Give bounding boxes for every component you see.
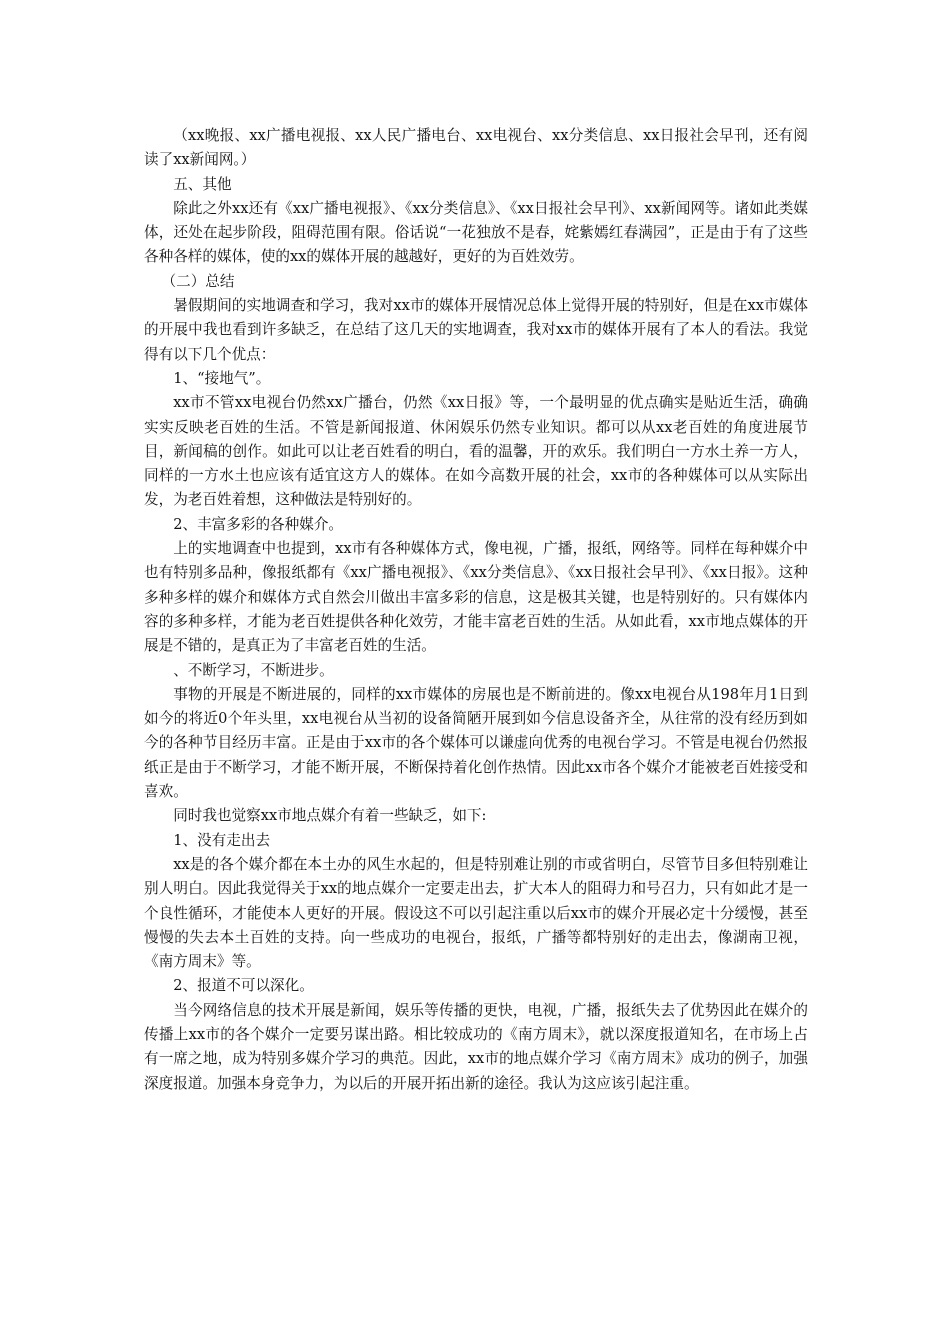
- paragraph-shortcomings-intro: 同时我也觉察xx市地点媒介有着一些缺乏，如下:: [173, 807, 487, 825]
- paragraph-other-media: 除此之外xx还有《xx广播电视报》、《xx分类信息》、《xx日报社会早刊》、xx新闻网等。诸如此类媒体，还处在起步阶段，阻碍范围有限。俗话说“一花独放不是春，姹紫嫣红春满园”，正是由于有了这些各种各样的媒体，使的xx的媒体开展的越越好，更好的为百姓效劳。: [144, 199, 808, 266]
- heading-shortcoming-2: 2、报道不可以深化。: [173, 977, 314, 995]
- heading-advantage-3: 、不断学习，不断进步。: [173, 661, 334, 679]
- heading-shortcoming-1: 1、没有走出去: [173, 831, 271, 849]
- paragraph-media-list: （xx晚报、xx广播电视报、xx人民广播电台、xx电视台、xx分类信息、xx日报社会早刊，还有阅读了xx新闻网。）: [144, 127, 808, 169]
- paragraph-shortcoming-2: 当今网络信息的技术开展是新闻，娱乐等传播的更快，电视，广播，报纸失去了优势因此在媒介的传播上xx市的各个媒介一定要另谋出路。相比较成功的《南方周末》，就以深度报道知名，在市场上占有一席之地，成为特别多媒介学习的典范。因此，xx市的地点媒介学习《南方周末》成功的例子，加强深度报道。加强本身竞争力，为以后的开展开拓出新的途径。我认为这应该引起注重。: [144, 1001, 808, 1092]
- paragraph-summary-intro: 暑假期间的实地调查和学习，我对xx市的媒体开展情况总体上觉得开展的特别好，但是在xx市媒体的开展中我也看到许多缺乏，在总结了这几天的实地调查，我对xx市的媒体开展有了本人的看法。我觉得有以下几个优点：: [144, 297, 808, 363]
- paragraph-shortcoming-1: xx是的各个媒介都在本土办的风生水起的，但是特别难让别的市或省明白，尽管节目多但特别难让别人明白。因此我觉得关于xx的地点媒介一定要走出去，扩大本人的阻碍力和号召力，只有如此才是一个良性循环，才能使本人更好的开展。假设这不可以引起注重以后xx市的媒介开展必定十分缓慢，甚至慢慢的失去本土百姓的支持。向一些成功的电视台，报纸，广播等都特别好的走出去，像湖南卫视，《南方周末》等。: [144, 855, 808, 971]
- paragraph-advantage-1: xx市不管xx电视台仍然xx广播台，仍然《xx日报》等，一个最明显的优点确实是贴近生活，确确实实反映老百姓的生活。不管是新闻报道、休闲娱乐仍然专业知识。都可以从xx老百姓的角度进展节目，新闻稿的创作。如此可以让老百姓看的明白，看的温馨，开的欢乐。我们明白一方水土养一方人，同样的一方水土也应该有适宜这方人的媒体。在如今高数开展的社会，xx市的各种媒体可以从实际出发，为老百姓着想，这种做法是特别好的。: [144, 394, 808, 509]
- heading-summary: （二）总结: [161, 272, 235, 290]
- paragraph-advantage-3: 事物的开展是不断进展的，同样的xx市媒体的房展也是不断前进的。像xx电视台从198年月1日到如今的将近0个年头里，xx电视台从当初的设备简陋开展到如今信息设备齐全，从往常的没有经历到如今的各种节目经历丰富。正是由于xx市的各个媒体可以谦虚向优秀的电视台学习。不管是电视台仍然报纸正是由于不断学习，才能不断开展，不断保持着化创作热情。因此xx市各个媒介才能被老百姓接受和喜欢。: [144, 685, 808, 801]
- heading-others: 五、其他: [173, 175, 232, 193]
- heading-advantage-2: 2、丰富多彩的各种媒介。: [173, 515, 344, 533]
- heading-advantage-1: 1、“接地气”。: [173, 369, 271, 387]
- paragraph-advantage-2: 上的实地调查中也提到，xx市有各种媒体方式，像电视，广播，报纸，网络等。同样在每种媒介中也有特别多品种，像报纸都有《xx广播电视报》、《xx分类信息》、《xx日报社会早刊》、《xx日报》。这种多种多样的媒介和媒体方式自然会川做出丰富多彩的信息，这是极其关键，也是特别好的。只有媒体内容的多种多样，才能为老百姓提供各种化效劳，才能丰富老百姓的生活。从如此看，xx市地点媒体的开展是不错的，是真正为了丰富老百姓的生活。: [144, 540, 808, 655]
- document-page: [144, 124, 808, 1096]
